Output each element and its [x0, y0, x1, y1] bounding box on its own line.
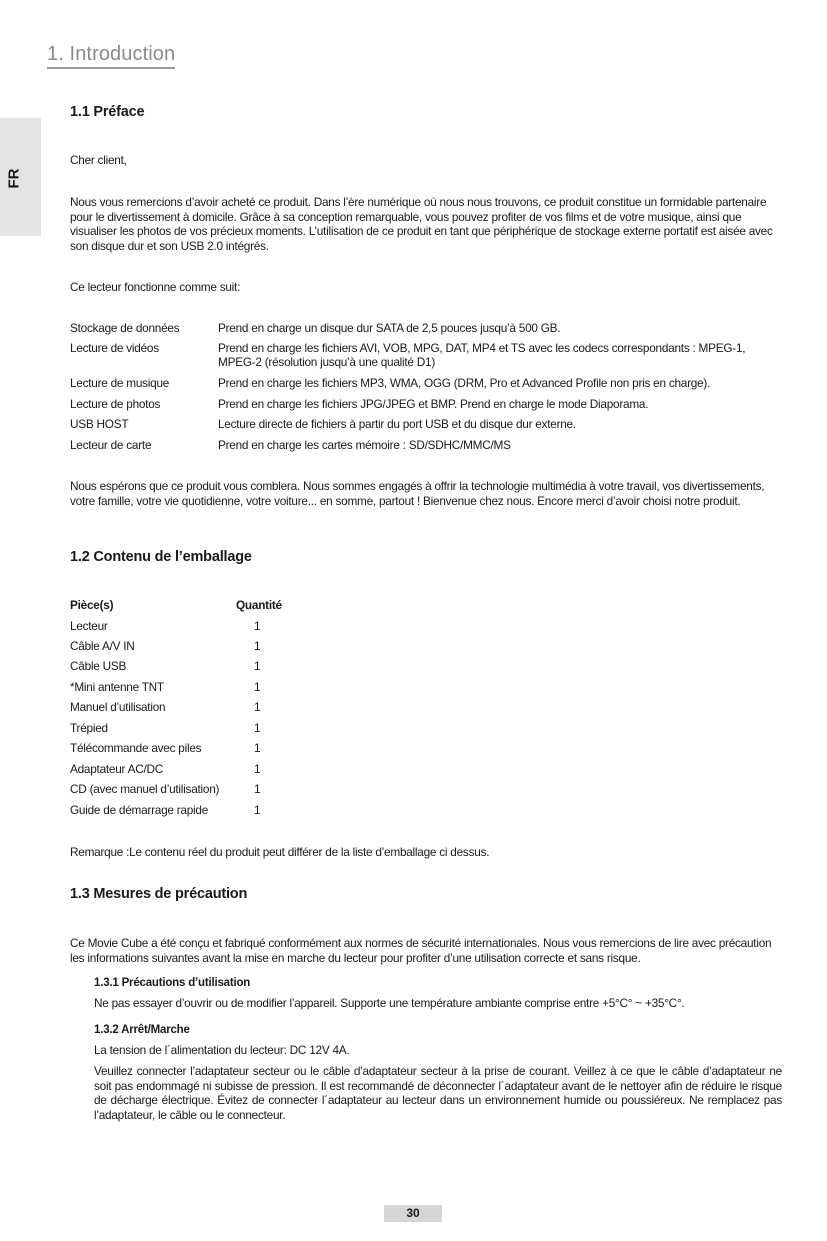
- feature-value: Prend en charge les fichiers MP3, WMA, OGG (DRM, Pro et Advanced Profile non pris en charge).: [218, 376, 711, 390]
- precautions-intro-paragraph: Ce Movie Cube a été conçu et fabriqué conformément aux normes de sécurité internationales. Nous vous remercions de lire avec précaution les informations suivantes avant la mise en marche du lecteur pour profiter d’une utilisation correcte et sans risque.: [70, 936, 772, 965]
- page-number: 30: [384, 1205, 442, 1222]
- power-voltage-text: La tension de l´alimentation du lecteur: DC 12V 4A.: [94, 1043, 350, 1057]
- item-name: Lecteur: [70, 619, 108, 633]
- section-title-preface: 1.1 Préface: [70, 104, 145, 120]
- item-quantity: 1: [254, 762, 261, 776]
- item-quantity: 1: [254, 659, 261, 673]
- item-quantity: 1: [254, 803, 261, 817]
- feature-value: Lecture directe de fichiers à partir du port USB et du disque dur externe.: [218, 417, 576, 431]
- item-quantity: 1: [254, 700, 261, 714]
- item-name: Câble USB: [70, 659, 127, 673]
- chapter-title: 1. Introduction: [47, 42, 175, 69]
- section-title-package-contents: 1.2 Contenu de l’emballage: [70, 549, 252, 565]
- feature-value: Prend en charge les fichiers JPG/JPEG et BMP. Prend en charge le mode Diaporama.: [218, 397, 649, 411]
- item-quantity: 1: [254, 782, 261, 796]
- power-instructions-paragraph: Veuillez connecter l’adaptateur secteur ou le câble d’adaptateur secteur à la prise de courant. Veillez à ce que le câble d’adaptateur ne soit pas endommagé ni subisse de pression. Il est recommandé de déconnecter l´adaptateur avant de le nettoyer afin de réduire le risque de décharge électrique. Évitez de connecter l´adaptateur au lecteur dans un environnement humide ou poussiéreux. Ne remplacez pas l’adaptateur, le câble ou le connecteur.: [94, 1064, 782, 1122]
- feature-label: Stockage de données: [70, 321, 180, 335]
- item-quantity: 1: [254, 721, 261, 735]
- usage-precautions-text: Ne pas essayer d’ouvrir ou de modifier l’appareil. Supporte une température ambiante comprise entre +5°C° ~ +35°C°.: [94, 996, 685, 1010]
- feature-value: Prend en charge un disque dur SATA de 2,5 pouces jusqu’à 500 GB.: [218, 321, 561, 335]
- greeting: Cher client,: [70, 153, 127, 167]
- feature-label: Lecture de vidéos: [70, 341, 159, 355]
- features-intro: Ce lecteur fonctionne comme suit:: [70, 280, 241, 294]
- subsection-title-usage-precautions: 1.3.1 Précautions d’utilisation: [94, 977, 251, 989]
- column-header-quantity: Quantité: [236, 598, 282, 612]
- item-name: Câble A/V IN: [70, 639, 135, 653]
- section-title-precautions: 1.3 Mesures de précaution: [70, 886, 248, 902]
- feature-label: Lecture de photos: [70, 397, 161, 411]
- language-tab-label: FR: [5, 168, 23, 189]
- item-name: CD (avec manuel d’utilisation): [70, 782, 220, 796]
- item-name: Télécommande avec piles: [70, 741, 202, 755]
- column-header-parts: Pièce(s): [70, 598, 114, 612]
- feature-label: Lecteur de carte: [70, 438, 152, 452]
- subsection-title-power: 1.3.2 Arrêt/Marche: [94, 1024, 190, 1036]
- item-name: Manuel d’utilisation: [70, 700, 166, 714]
- feature-label: Lecture de musique: [70, 376, 170, 390]
- item-name: Guide de démarrage rapide: [70, 803, 209, 817]
- item-quantity: 1: [254, 680, 261, 694]
- item-name: *Mini antenne TNT: [70, 680, 164, 694]
- preface-closing-paragraph: Nous espérons que ce produit vous comblera. Nous sommes engagés à offrir la technologie multimédia à votre travail, vos divertissements, votre famille, votre vie quotidienne, votre voiture... en somme, partout ! Bienvenue chez nous. Encore merci d’avoir choisi notre produit.: [70, 479, 765, 508]
- feature-value: Prend en charge les cartes mémoire : SD/SDHC/MMC/MS: [218, 438, 511, 452]
- item-quantity: 1: [254, 741, 261, 755]
- package-note: Remarque :Le contenu réel du produit peut différer de la liste d’emballage ci dessus.: [70, 845, 490, 859]
- item-quantity: 1: [254, 639, 261, 653]
- feature-value: Prend en charge les fichiers AVI, VOB, MPG, DAT, MP4 et TS avec les codecs correspondants : MPEG-1, MPEG-2 (résolution jusqu’à une qualité D1): [218, 341, 746, 370]
- item-name: Trépied: [70, 721, 108, 735]
- item-name: Adaptateur AC/DC: [70, 762, 164, 776]
- feature-label: USB HOST: [70, 417, 129, 431]
- preface-intro-paragraph: Nous vous remercions d’avoir acheté ce produit. Dans l’ère numérique où nous nous trouvons, ce produit constitue un formidable partenaire pour le divertissement à domicile. Grâce à sa conception remarquable, vous pouvez profiter de vos films et de votre musique, ainsi que visualiser les photos de vos précieux moments. L’utilisation de ce produit en tant que périphérique de stockage externe portatif est aisée avec son disque dur et son USB 2.0 intégrés.: [70, 195, 773, 253]
- item-quantity: 1: [254, 619, 261, 633]
- language-tab: [0, 118, 41, 236]
